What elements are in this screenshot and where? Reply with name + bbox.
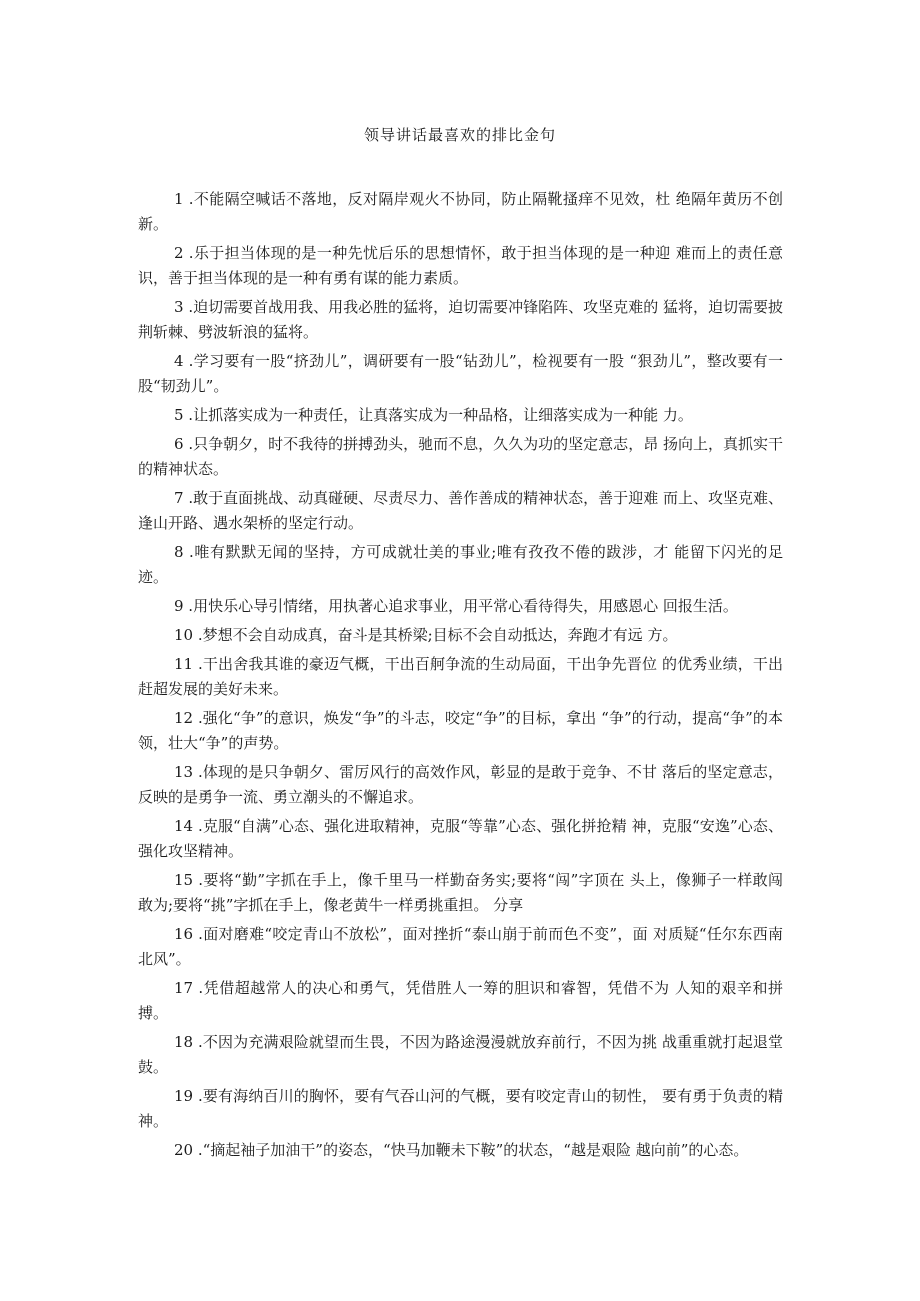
list-item: 16 .面对磨难“咬定青山不放松”，面对挫折“泰山崩于前而色不变”，面 对质疑“任尔东西南北风”。 [138, 925, 783, 968]
list-item: 4 .学习要有一股“挤劲儿”，调研要有一股“钻劲儿”，检视要有一股 “狠劲儿”，整改要有一股“韧劲儿”。 [138, 352, 783, 395]
list-item: 9 .用快乐心导引情绪，用执著心追求事业，用平常心看待得失，用感恩心 回报生活。 [174, 597, 738, 615]
list-item: 13 .体现的是只争朝夕、雷厉风行的高效作风，彰显的是敢于竞争、不甘 落后的坚定意志，反映的是勇争一流、勇立潮头的不懈追求。 [138, 763, 783, 806]
list-item: 17 .凭借超越常人的决心和勇气，凭借胜人一筹的胆识和睿智，凭借不为 人知的艰辛和拼搏。 [138, 979, 783, 1022]
list-item: 7 .敢于直面挑战、动真碰硬、尽责尽力、善作善成的精神状态，善于迎难 而上、攻坚克难、逢山开路、遇水架桥的坚定行动。 [138, 489, 783, 532]
list-item: 14 .克服“自满”心态、强化进取精神，克服“等靠”心态、强化拼抢精 神，克服“安逸”心态、强化攻坚精神。 [138, 817, 783, 860]
list-item: 19 .要有海纳百川的胸怀，要有气吞山河的气概，要有咬定青山的韧性， 要有勇于负责的精神。 [138, 1087, 783, 1130]
list-item: 8 .唯有默默无闻的坚持，方可成就壮美的事业;唯有孜孜不倦的跋涉，才 能留下闪光的足迹。 [138, 543, 783, 586]
list-item: 6 .只争朝夕，时不我待的拼搏劲头，驰而不息，久久为功的坚定意志，昂 扬向上，真抓实干的精神状态。 [138, 435, 783, 478]
list-item: 1 .不能隔空喊话不落地，反对隔岸观火不协同，防止隔靴搔痒不见效，杜 绝隔年黄历不创新。 [138, 190, 783, 233]
list-item: 18 .不因为充满艰险就望而生畏，不因为路途漫漫就放弃前行，不因为挑 战重重就打起退堂鼓。 [138, 1033, 783, 1076]
list-item: 15 .要将“勤”字抓在手上，像千里马一样勤奋务实;要将“闯”字顶在 头上，像狮子一样敢闯敢为;要将“挑”字抓在手上，像老黄牛一样勇挑重担。 分享 [138, 871, 783, 914]
list-item: 3 .迫切需要首战用我、用我必胜的猛将，迫切需要冲锋陷阵、攻坚克难的 猛将，迫切需要披荆斩棘、劈波斩浪的猛将。 [138, 298, 783, 341]
document-body [138, 187, 783, 1167]
list-item: 5 .让抓落实成为一种责任，让真落实成为一种品格，让细落实成为一种能 力。 [174, 406, 693, 424]
list-item: 10 .梦想不会自动成真，奋斗是其桥梁;目标不会自动抵达，奔跑才有远 方。 [174, 626, 678, 644]
document-title: 领导讲话最喜欢的排比金句 [363, 126, 556, 144]
list-item: 20 .“摘起袖子加油干”的姿态，“快马加鞭未下鞍”的状态，“越是艰险 越向前”的心态。 [174, 1141, 749, 1159]
list-item: 2 .乐于担当体现的是一种先忧后乐的思想情怀，敢于担当体现的是一种迎 难而上的责任意识，善于担当体现的是一种有勇有谋的能力素质。 [138, 244, 783, 287]
list-item: 12 .强化“争”的意识，焕发“争”的斗志，咬定“争”的目标，拿出 “争”的行动，提高“争”的本领，壮大“争”的声势。 [138, 709, 783, 752]
list-item: 11 .干出舍我其谁的豪迈气概，干出百舸争流的生动局面，干出争先晋位 的优秀业绩，干出赶超发展的美好未来。 [138, 655, 783, 698]
